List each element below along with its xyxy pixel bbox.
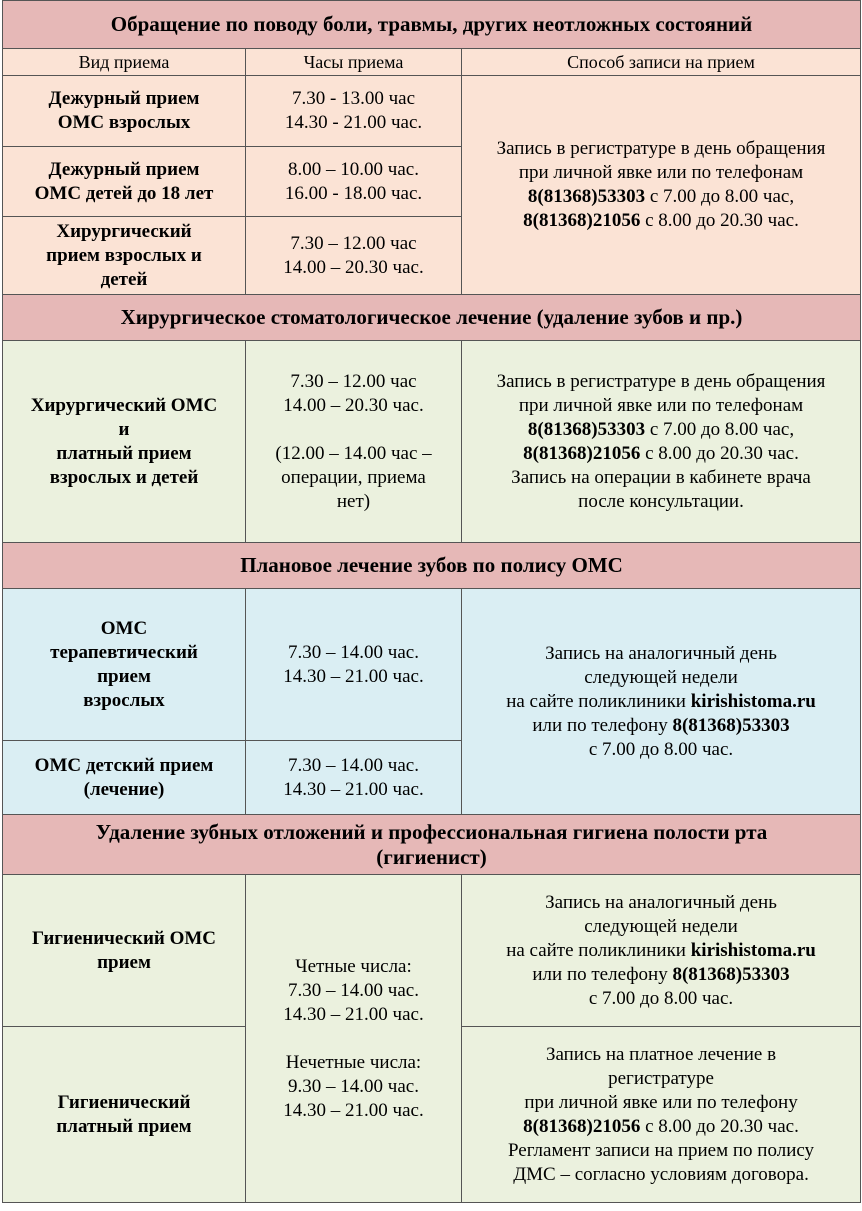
type-cell: ОМС терапевтический прием взрослых <box>3 589 246 741</box>
section-title-emergency: Обращение по поводу боли, травмы, других неотложных состояний <box>3 1 861 49</box>
hours-cell: 8.00 – 10.00 час. 16.00 - 18.00 час. <box>246 147 462 217</box>
phone-number: 8(81368)21056 <box>523 442 641 464</box>
type-cell: ОМС детский прием (лечение) <box>3 741 246 815</box>
header-hours: Часы приема <box>246 49 462 76</box>
schedule-table <box>2 0 861 1203</box>
hours-cell: 7.30 – 12.00 час 14.00 – 20.30 час. (12.00 – 14.00 час – операции, приема нет) <box>246 341 462 543</box>
phone-number: 8(81368)21056 <box>523 210 641 231</box>
method-cell: Запись на аналогичный день следующей недели на сайте поликлиники kirishistoma.ru или по телефону 8(81368)53303 с 7.00 до 8.00 час. <box>462 589 861 815</box>
hours-cell: 7.30 – 14.00 час. 14.30 – 21.00 час. <box>246 741 462 815</box>
header-type: Вид приема <box>3 49 246 76</box>
type-cell: Гигиенический ОМС прием <box>3 875 246 1027</box>
website-link[interactable]: kirishistoma.ru <box>690 939 816 961</box>
section-title-hygiene: Удаление зубных отложений и профессиональная гигиена полости рта (гигиенист) <box>3 815 861 875</box>
method-cell: Запись в регистратуре в день обращения при личной явке или по телефонам 8(81368)53303 с 7.00 до 8.00 час, 8(81368)21056 с 8.00 до 20.30 час. Запись на операции в кабинете врача после консультации. <box>462 341 861 543</box>
type-cell: Дежурный прием ОМС взрослых <box>3 76 246 147</box>
hours-cell: 7.30 – 14.00 час. 14.30 – 21.00 час. <box>246 589 462 741</box>
phone-number: 8(81368)53303 <box>672 714 790 736</box>
website-link[interactable]: kirishistoma.ru <box>690 690 816 712</box>
hours-cell: 7.30 – 12.00 час 14.00 – 20.30 час. <box>246 217 462 295</box>
phone-number: 8(81368)53303 <box>672 963 790 985</box>
method-cell: Запись в регистратуре в день обращения при личной явке или по телефонам 8(81368)53303 с 7.00 до 8.00 час, 8(81368)21056 с 8.00 до 20.30 час. <box>462 76 861 295</box>
section-title-planned: Плановое лечение зубов по полису ОМС <box>3 543 861 589</box>
type-cell: Хирургический прием взрослых и детей <box>3 217 246 295</box>
hours-cell: Четные числа: 7.30 – 14.00 час. 14.30 – 21.00 час. Нечетные числа: 9.30 – 14.00 час. 14.30 – 21.00 час. <box>246 875 462 1203</box>
phone-number: 8(81368)53303 <box>527 418 646 440</box>
type-cell: Дежурный прием ОМС детей до 18 лет <box>3 147 246 217</box>
method-cell: Запись на платное лечение в регистратуре при личной явке или по телефону 8(81368)21056 с 8.00 до 20.30 час. Регламент записи на прием по полису ДМС – согласно условиям договора. <box>462 1027 861 1203</box>
type-cell: Гигиенический платный прием <box>3 1027 246 1203</box>
header-method: Способ записи на прием <box>462 49 861 76</box>
method-cell: Запись на аналогичный день следующей недели на сайте поликлиники kirishistoma.ru или по телефону 8(81368)53303 с 7.00 до 8.00 час. <box>462 875 861 1027</box>
type-cell: Хирургический ОМС и платный прием взрослых и детей <box>3 341 246 543</box>
hours-cell: 7.30 - 13.00 час 14.30 - 21.00 час. <box>246 76 462 147</box>
phone-number: 8(81368)21056 <box>523 1115 641 1137</box>
section-title-surgical: Хирургическое стоматологическое лечение (удаление зубов и пр.) <box>3 295 861 341</box>
phone-number: 8(81368)53303 <box>527 186 646 207</box>
